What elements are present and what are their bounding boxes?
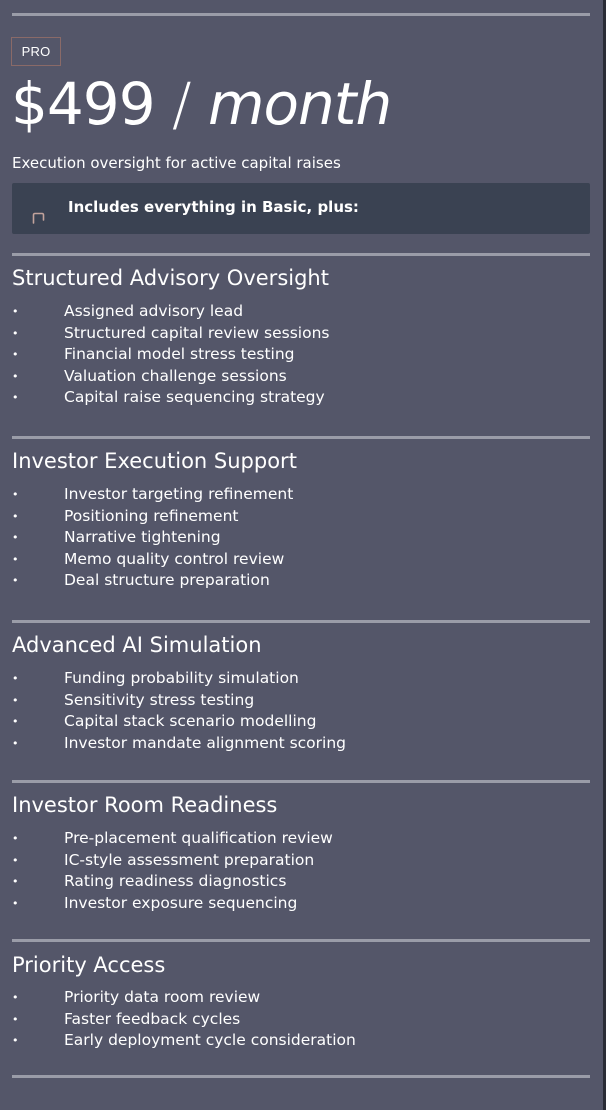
section-divider [12, 253, 590, 256]
list-item-text: Narrative tightening [64, 528, 221, 546]
bullet: • [12, 896, 19, 910]
bullet: • [12, 991, 19, 1004]
list-item-text: Early deployment cycle consideration [64, 1031, 356, 1049]
bullet: • [12, 693, 19, 707]
section-title-ai-simulation: Advanced AI Simulation [12, 633, 262, 657]
bullet: • [12, 552, 19, 566]
plan-tagline: Execution oversight for active capital raises [12, 154, 341, 172]
bullet: • [12, 1034, 19, 1047]
list-item-text: Capital raise sequencing strategy [64, 388, 325, 406]
plan-badge: PRO [11, 37, 61, 66]
includes-icon [32, 209, 45, 221]
bullet: • [12, 736, 19, 750]
section-title-room-readiness: Investor Room Readiness [12, 793, 278, 817]
section-divider [12, 436, 590, 439]
list-item-text: Sensitivity stress testing [64, 690, 255, 709]
price-period: month [208, 70, 392, 138]
plan-price [11, 66, 391, 142]
section-title-priority-access: Priority Access [12, 953, 166, 977]
bullet: • [12, 1012, 19, 1026]
list-item-text: Investor targeting refinement [64, 485, 294, 503]
list-item-text: IC-style assessment preparation [64, 850, 315, 869]
top-divider [12, 13, 590, 16]
list-item-text: Assigned advisory lead [64, 302, 244, 320]
bullet: • [12, 715, 19, 728]
list-item-text: Financial model stress testing [64, 345, 295, 363]
bullet: • [12, 369, 19, 383]
bullet: • [12, 488, 19, 501]
price-separator: / [172, 70, 191, 138]
list-item-text: Deal structure preparation [64, 571, 270, 589]
section-title-advisory: Structured Advisory Oversight [12, 266, 329, 290]
bullet: • [12, 672, 19, 685]
bullet: • [12, 531, 19, 544]
bullet: • [12, 326, 19, 340]
bullet: • [12, 853, 19, 867]
bullet: • [12, 875, 19, 888]
list-item-text: Valuation challenge sessions [64, 366, 287, 385]
price-amount: $499 [11, 70, 155, 138]
includes-banner [12, 183, 590, 234]
bottom-divider [12, 1075, 590, 1078]
includes-text: Includes everything in Basic, plus: [68, 198, 359, 216]
section-title-investor-execution: Investor Execution Support [12, 449, 297, 473]
bullet: • [12, 391, 19, 404]
list-item-text: Positioning refinement [64, 506, 239, 525]
list-item-text: Faster feedback cycles [64, 1009, 241, 1028]
list-item-text: Investor mandate alignment scoring [64, 733, 346, 752]
list-item-text: Investor exposure sequencing [64, 893, 298, 912]
list-item-text: Memo quality control review [64, 549, 285, 568]
list-item-text: Structured capital review sessions [64, 323, 330, 342]
list-item-text: Priority data room review [64, 988, 261, 1006]
bullet: • [12, 348, 19, 361]
bullet: • [12, 574, 19, 587]
section-divider [12, 620, 590, 623]
list-item-text: Funding probability simulation [64, 669, 299, 687]
bullet: • [12, 832, 19, 845]
section-divider [12, 939, 590, 942]
list-item-text: Capital stack scenario modelling [64, 712, 317, 730]
bullet: • [12, 509, 19, 523]
list-item-text: Pre-placement qualification review [64, 829, 333, 847]
list-item-text: Rating readiness diagnostics [64, 872, 287, 890]
bullet: • [12, 305, 19, 318]
section-divider [12, 780, 590, 783]
